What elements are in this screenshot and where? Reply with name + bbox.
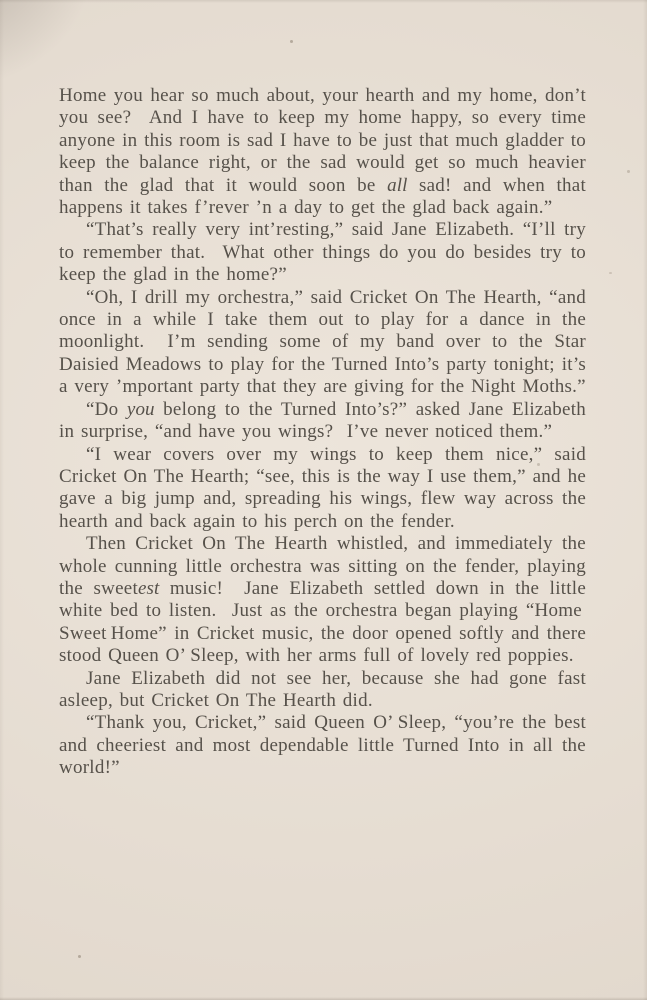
text-run: “That’s really very int’resting,” said Jane Elizabeth. “I’ll try to remember that. What other things do you do besides try to keep the glad in the home?”: [59, 219, 586, 286]
paragraph: [59, 712, 586, 779]
paper-speck: [627, 170, 630, 173]
text-run: “Do: [86, 398, 127, 420]
text-run: Then Cricket On The Hearth whistled, and immediately the whole cunning little orchestra was sitting on the fender, playing the sweet: [59, 533, 586, 599]
paragraph: [59, 399, 586, 444]
italic-text-run: all: [387, 174, 408, 196]
italic-text-run: you: [126, 398, 155, 420]
paragraph: [59, 668, 586, 713]
text-run: “I wear covers over my wings to keep them nice,” said Cricket On The Hearth; “see, this is the way I use them,” and he gave a big jump and, spreading his wings, flew way across the hearth and back again to his perch on the fender.: [59, 443, 586, 532]
text-block: [59, 85, 586, 780]
text-run: “Oh, I drill my orchestra,” said Cricket On The Hearth, “and once in a while I take them out to play for a dance in the moonlight. I’m sending some of my band over to the Star Daisied Meadows to play for the Turned Into’s party tonight; it’s a very ’mportant party that they are giving for the Night Moths.”: [59, 286, 586, 398]
paragraph: [59, 219, 586, 286]
paper-speck: [78, 955, 81, 958]
italic-text-run: est: [137, 577, 160, 599]
text-run: belong to the Turned Into’s?” asked Jane Elizabeth in surprise, “and have you wings? I’ve never noticed them.”: [59, 398, 586, 443]
paragraph: [59, 287, 586, 399]
paragraph: [59, 85, 586, 219]
paragraph: [59, 533, 586, 667]
text-run: music! Jane Elizabeth settled down in the little white bed to listen. Just as the orchestra began playing “Home Sweet Home” in Cricket music, the door opened softly and there stood Queen O’ Sleep, with her arms full of lovely red poppies.: [59, 577, 586, 667]
paragraph: [59, 444, 586, 534]
paper-speck: [537, 463, 540, 466]
text-run: Home you hear so much about, your hearth and my home, don’t you see? And I have to keep my home happy, so every time anyone in this room is sad I have to be just that much gladder to keep the balance right, or the sad would get so much heavier than the glad that it would soon be: [59, 85, 586, 196]
text-run: “Thank you, Cricket,” said Queen O’ Sleep, “you’re the best and cheeriest and most dependable little Turned Into in all the world!”: [59, 712, 586, 779]
paper-speck: [290, 40, 293, 43]
text-run: Jane Elizabeth did not see her, because she had gone fast asleep, but Cricket On The Hearth did.: [59, 667, 586, 711]
text-run: sad! and when that happens it takes f’rever ’n a day to get the glad back again.”: [59, 174, 586, 219]
paper-speck: [609, 272, 612, 274]
